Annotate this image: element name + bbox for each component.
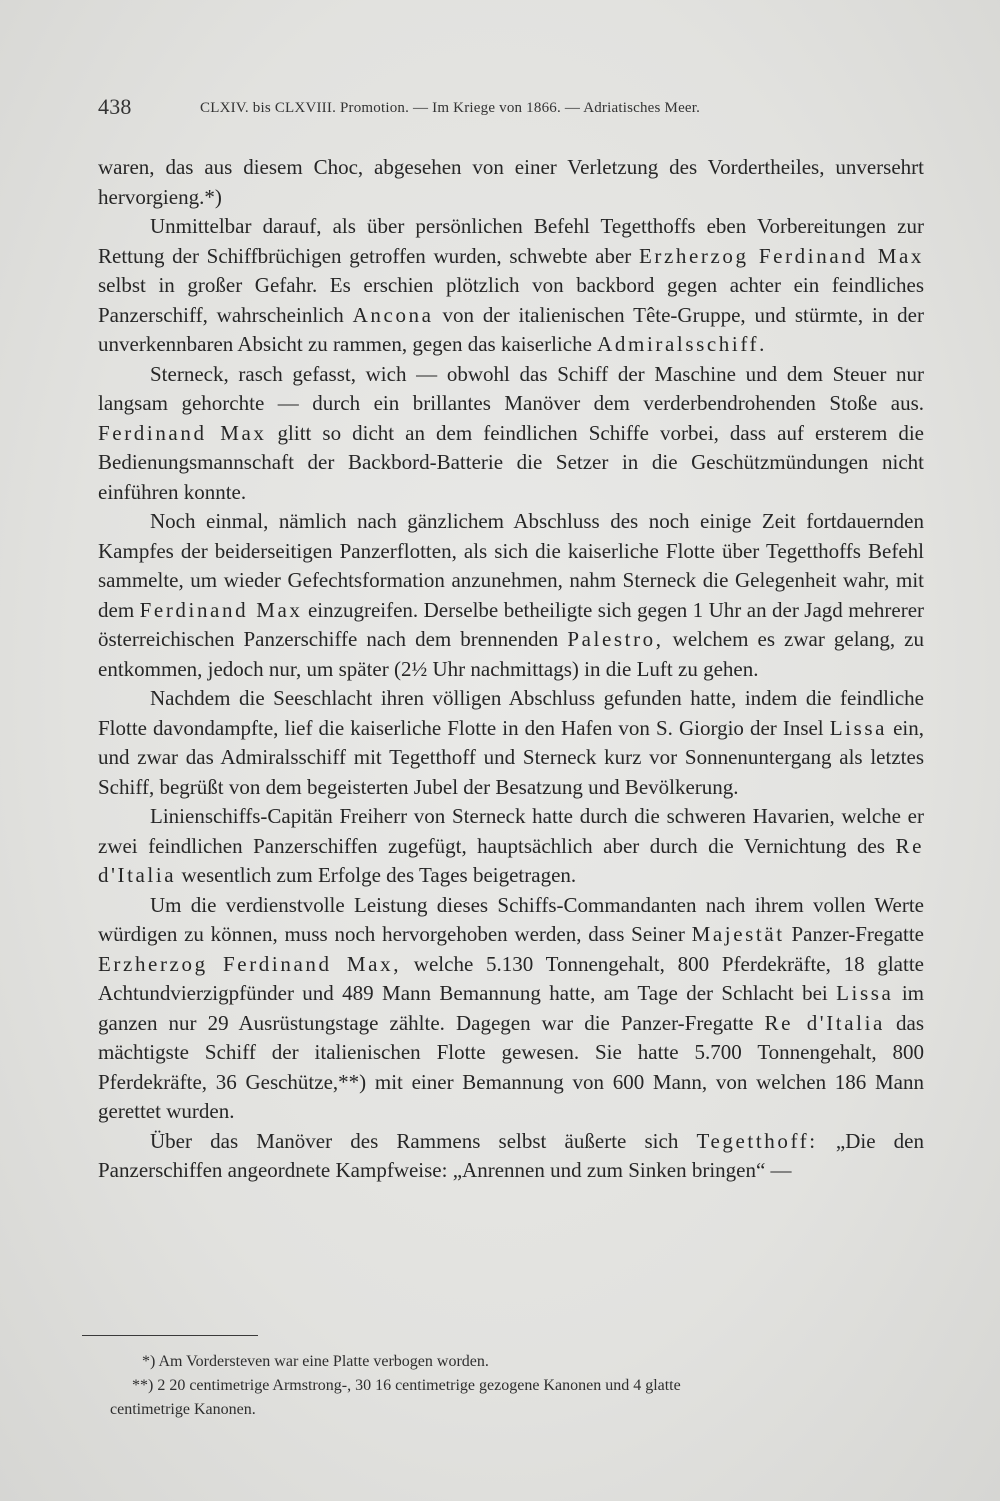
text-run: das mächtigste Schiff der italienischen Flotte gewesen. Sie hatte 5.700 Tonnengehalt, 800 Pferdekräfte, 36 Geschütze,**) mit einer Bemannung von 600 Mann, von welchen 186 Mann gerettet wurden.: [98, 1010, 924, 1123]
paragraph-3: [98, 360, 924, 508]
footnote-2-line-2: centimetrige Kanonen.: [110, 1401, 256, 1418]
footnotes: [110, 1350, 910, 1422]
text-run: Nachdem die Seeschlacht ihren völligen Abschluss gefunden hatte, indem die feindliche Flotte davondampfte, lief die kaiserliche Flotte in den Hafen von S. Giorgio der Insel: [98, 686, 924, 740]
text-run: Linienschiffs-Capitän Freiherr von Sterneck hatte durch die schweren Havarien, welche er zwei feindlichen Panzerschiffen zugefügt, hauptsächlich aber durch die Vernichtung des: [98, 804, 924, 858]
text-run: glitt so dicht an dem feindlichen Schiffe vorbei, dass auf ersterem die Bedienungsmannschaft der Backbord-Batterie die Setzer in die Geschützmündungen nicht einführen konnte.: [98, 420, 924, 504]
main-text: [98, 153, 924, 1186]
footnote-1: *) Am Vordersteven war eine Platte verbogen worden.: [142, 1353, 489, 1370]
ship-name-spaced: Ferdinand Max: [98, 420, 267, 445]
text-run: „Die den Panzerschiffen angeordnete Kampfweise: „Anrennen und zum Sinken bringen“ —: [98, 1128, 924, 1182]
text-run: Um die verdienstvolle Leistung dieses Schiffs-Commandanten nach ihrem vollen Werte würdigen zu können, muss noch hervorgehoben werden, dass Seiner: [98, 892, 924, 946]
paragraph-2: [98, 212, 924, 360]
text-run: Noch einmal, nämlich nach gänzlichem Abschluss des noch einige Zeit fortdauernden Kampfes der beiderseitigen Panzerflotten, als sich die kaiserliche Flotte über Tegetthoffs Befehl sammelte, um wieder Gefechtsformation anzunehmen, nahm Sterneck die Gelegenheit wahr, mit dem: [98, 509, 924, 622]
footnote-2: [110, 1374, 910, 1422]
paragraph-5: [98, 684, 924, 802]
footnote-separator: [82, 1335, 258, 1336]
place-name-spaced: Lissa: [829, 715, 888, 740]
ship-name-spaced: Re d'Italia: [764, 1010, 885, 1035]
place-name-spaced: Lissa: [836, 981, 894, 1005]
ship-name-spaced: Re d'Italia: [98, 833, 924, 887]
text-run: welche 5.130 Tonnengehalt, 800 Pferdekräfte, 18 glatte Achtundvierzigpfünder und 489 Mann Bemannung hatte, am Tage der Schlacht bei: [98, 951, 924, 1005]
paragraph-8: [98, 1127, 924, 1186]
paragraph-4: [98, 507, 924, 684]
text-run: einzugreifen. Derselbe betheiligte sich gegen 1 Uhr an der Jagd mehrerer österreichischen Panzerschiffe nach dem brennenden: [98, 597, 925, 651]
text-run: von der italienischen Tête-Gruppe, und stürmte, in der unverkennbaren Absicht zu rammen, gegen das kaiserliche: [98, 302, 924, 356]
text-run: Unmittelbar darauf, als über persönlichen Befehl Tegetthoffs eben Vorbereitungen zur Rettung der Schiffbrüchigen getroffen wurden, schwebte aber: [98, 214, 924, 268]
ship-name-spaced: Erzherzog Ferdinand Max: [638, 243, 925, 268]
spaced-word: Majestät: [691, 922, 785, 946]
ship-name-spaced: Erzherzog Ferdinand Max,: [98, 951, 402, 976]
running-head: CLXIV. bis CLXVIII. Promotion. — Im Kriege von 1866. — Adriatisches Meer.: [200, 100, 701, 116]
paragraph-6: [98, 802, 924, 891]
text-run: Panzer-Fregatte: [784, 922, 925, 946]
text-run: Über das Manöver des Rammens selbst äußerte sich: [150, 1128, 697, 1153]
ship-name-spaced: Palestro,: [567, 627, 664, 651]
ship-name-spaced: Ancona: [352, 302, 434, 327]
text-run: wesentlich zum Erfolge des Tages beigetragen.: [176, 863, 577, 887]
ship-name-spaced: Ferdinand Max: [139, 597, 303, 622]
paragraph-7: [98, 891, 924, 1127]
text-run: welchem es zwar gelang, zu entkommen, jedoch nur, um später (2½ Uhr nachmittags) in die Luft zu gehen.: [98, 627, 924, 681]
paragraph-1: waren, das aus diesem Choc, abgesehen von einer Verletzung des Vordertheiles, unversehrt hervorgieng.*): [98, 155, 924, 209]
page-header: [98, 94, 898, 124]
text-run: selbst in großer Gefahr. Es erschien plötzlich von backbord gegen achter ein feindliches Panzerschiff, wahrscheinlich: [98, 273, 924, 327]
person-name-spaced: Tegetthoff:: [696, 1128, 818, 1153]
text-run: ein, und zwar das Admiralsschiff mit Tegetthoff und Sterneck kurz vor Sonnenuntergang als letztes Schiff, begrüßt von dem begeisterten Jubel der Besatzung und Bevölkerung.: [98, 715, 924, 799]
footnote-2-line-1: **) 2 20 centimetrige Armstrong-, 30 16 centimetrige gezogene Kanonen und 4 glatte: [132, 1377, 681, 1394]
text-run: Sterneck, rasch gefasst, wich — obwohl das Schiff der Maschine und dem Steuer nur langsam gehorchte — durch ein brillantes Manöver dem verderbendrohenden Stoße aus.: [98, 361, 924, 415]
text-run: im ganzen nur 29 Ausrüstungstage zählte. Dagegen war die Panzer-Fregatte: [98, 981, 924, 1035]
page-number: 438: [98, 94, 132, 119]
ship-name-spaced: Admiralsschiff.: [597, 332, 767, 356]
